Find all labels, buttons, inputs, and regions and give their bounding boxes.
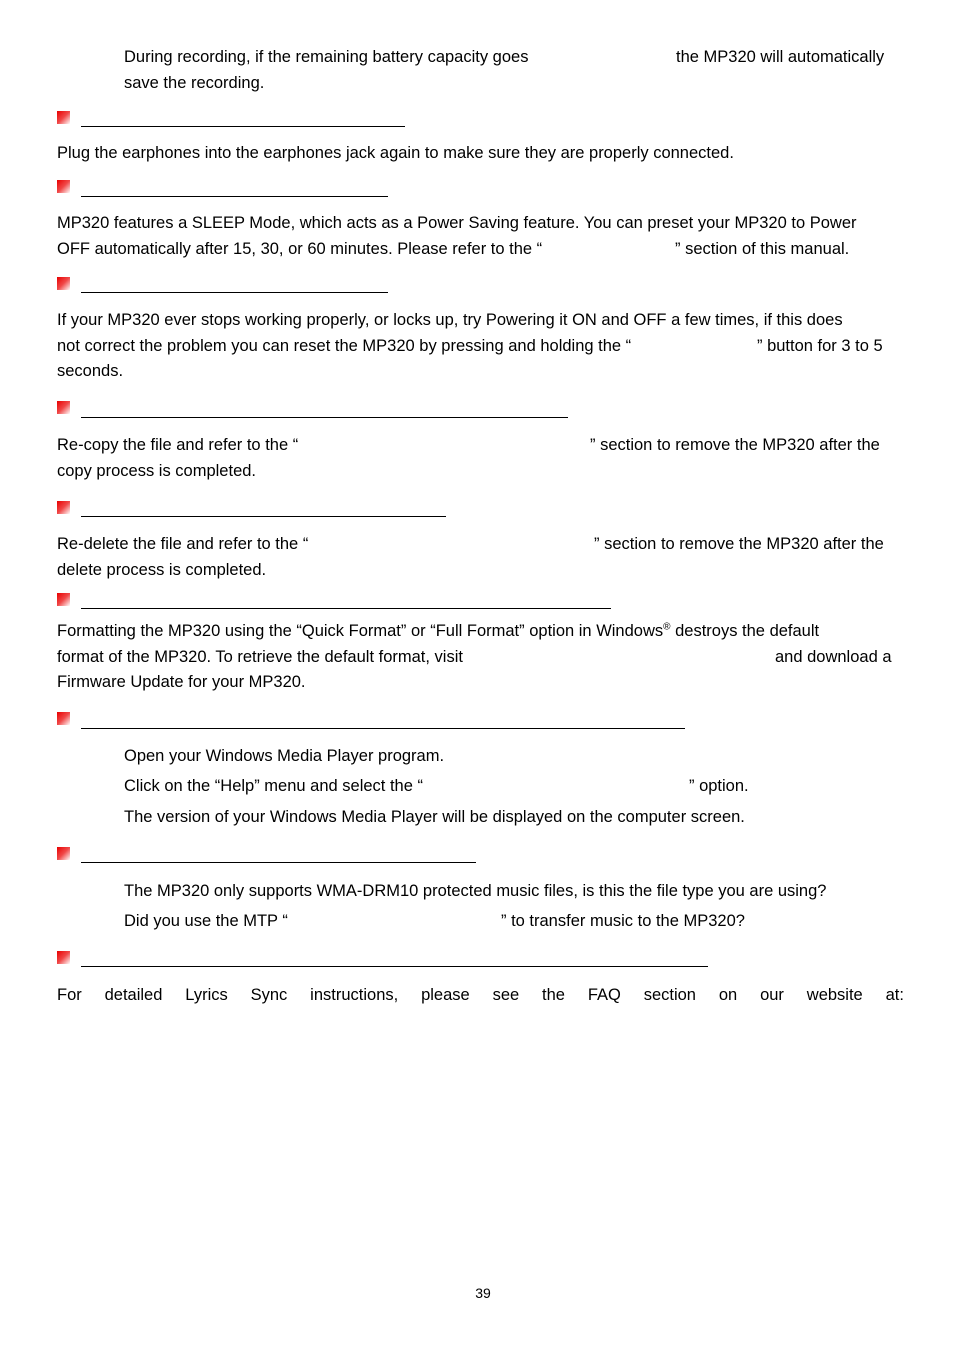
text-line: the MP320 will automatically (676, 48, 885, 66)
word: FAQ (587, 986, 621, 1004)
text-line: The version of your Windows Media Player will be displayed on the computer screen. (124, 808, 745, 826)
justified-text-line (57, 985, 904, 1005)
red-square-bullet-icon (57, 951, 70, 964)
text-line (57, 621, 819, 641)
text-line: Re-copy the file and refer to the “ (57, 436, 299, 454)
word: the (542, 986, 565, 1004)
text-line: Firmware Update for your MP320. (57, 673, 306, 691)
red-square-bullet-icon (57, 501, 70, 514)
registered-mark: ® (663, 621, 671, 633)
text-line: not correct the problem you can reset the MP320 by pressing and holding the “ (57, 337, 632, 355)
word: on (718, 986, 738, 1004)
heading-rule (81, 608, 611, 609)
word: see (492, 986, 520, 1004)
heading-rule (81, 862, 476, 863)
page-number: 39 (475, 1285, 491, 1301)
word: Lyrics (185, 986, 228, 1004)
text-line: Re-delete the file and refer to the “ (57, 535, 309, 553)
text-segment: Formatting the MP320 using the “Quick Format” or “Full Format” option in Windows (57, 622, 664, 640)
text-line: Did you use the MTP “ (124, 912, 288, 930)
text-line: format of the MP320. To retrieve the default format, visit (57, 648, 463, 666)
red-square-bullet-icon (57, 401, 70, 414)
word: please (421, 986, 470, 1004)
word: detailed (104, 986, 163, 1004)
text-line: OFF automatically after 15, 30, or 60 minutes. Please refer to the “ (57, 240, 543, 258)
text-line: ” to transfer music to the MP320? (501, 912, 745, 930)
text-line: copy process is completed. (57, 462, 257, 480)
word: Sync (250, 986, 288, 1004)
heading-rule (81, 516, 446, 517)
word: website (806, 986, 863, 1004)
text-line: Plug the earphones into the earphones jack again to make sure they are properly connected. (57, 144, 734, 162)
word: instructions, (310, 986, 399, 1004)
text-line: save the recording. (124, 74, 265, 92)
heading-rule (81, 966, 708, 967)
text-line: ” section to remove the MP320 after the (594, 535, 884, 553)
text-line: delete process is completed. (57, 561, 267, 579)
red-square-bullet-icon (57, 712, 70, 725)
heading-rule (81, 292, 388, 293)
text-line: ” option. (689, 777, 749, 795)
word: our (760, 986, 784, 1004)
text-line: Open your Windows Media Player program. (124, 747, 445, 765)
heading-rule (81, 728, 685, 729)
heading-rule (81, 196, 388, 197)
text-line: If your MP320 ever stops working properly, or locks up, try Powering it ON and OFF a few times, if this does (57, 311, 843, 329)
text-line: ” section to remove the MP320 after the (590, 436, 880, 454)
text-line: seconds. (57, 362, 124, 380)
word: at: (885, 986, 904, 1004)
word: section (643, 986, 696, 1004)
red-square-bullet-icon (57, 111, 70, 124)
text-line: MP320 features a SLEEP Mode, which acts as a Power Saving feature. You can preset your MP320 to Power (57, 214, 857, 232)
text-segment: destroys the default (670, 622, 820, 640)
text-line: ” button for 3 to 5 (757, 337, 883, 355)
heading-rule (81, 126, 405, 127)
word: For (57, 986, 82, 1004)
heading-rule (81, 417, 568, 418)
red-square-bullet-icon (57, 847, 70, 860)
red-square-bullet-icon (57, 277, 70, 290)
text-line: and download a (775, 648, 892, 666)
text-line: ” section of this manual. (675, 240, 850, 258)
red-square-bullet-icon (57, 180, 70, 193)
text-line: During recording, if the remaining battery capacity goes (124, 48, 529, 66)
red-square-bullet-icon (57, 593, 70, 606)
text-line: The MP320 only supports WMA-DRM10 protected music files, is this the file type you are using? (124, 882, 827, 900)
text-line: Click on the “Help” menu and select the “ (124, 777, 423, 795)
